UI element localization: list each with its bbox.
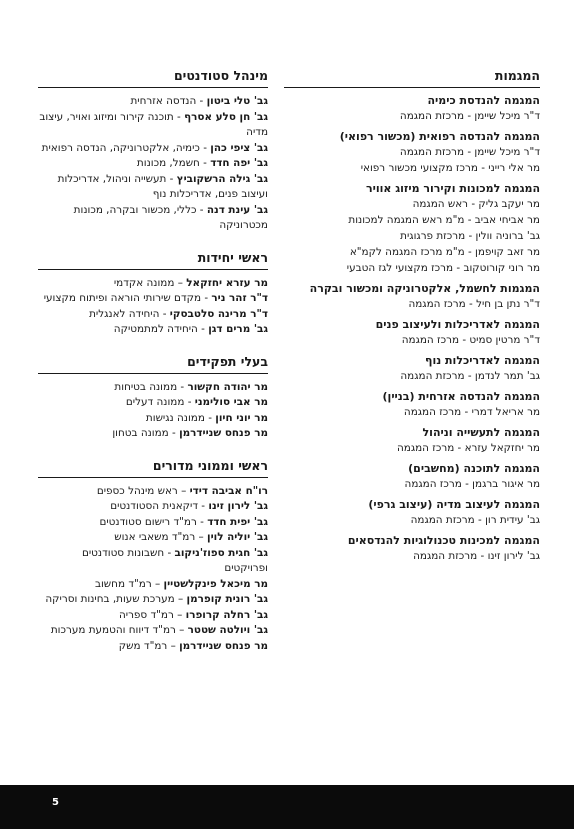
staff-name: מר עזרא יחזקאל — [186, 276, 268, 289]
staff-name: גב' ויולטה שטטר — [187, 624, 268, 636]
staff-line — [38, 395, 268, 411]
staff-line — [38, 592, 268, 608]
major-staff-line: ד"ר נתן בן חיל - מרכז המגמה — [408, 298, 540, 310]
major-staff-line: מר אביחי אביב - מ"מ ראש המגמה למכונות — [348, 214, 540, 226]
staff-role: – מערכת שעות, בחינות וסריקה — [45, 593, 187, 605]
staff-line — [38, 322, 268, 338]
staff-name: גב' רחלה קרופרו — [185, 608, 268, 621]
staff-name: גב' חן סלע אסרף — [184, 110, 268, 123]
major-title: המגמה להנדסת כימיה — [427, 94, 540, 107]
major-title: המגמה למכונות וקירור מיזוג אוויר — [365, 182, 540, 195]
majors-heading: המגמות — [284, 68, 540, 88]
staff-role: - מקדם שירותי הוראה ופיתוח מקצועי — [43, 292, 212, 304]
staff-name: גב' רונית קופרמן — [186, 593, 268, 605]
staff-role: – רמ"ד ספריה — [118, 608, 186, 621]
major-staff-line: מר זאב קויפמן - מ"מ מרכז המגמה לקמ"א — [349, 246, 540, 258]
staff-line — [38, 156, 268, 172]
staff-role: - ממונה בטחון — [112, 427, 180, 439]
major-title: המגמה לאדריכלות ולעיצוב פנים — [375, 318, 540, 331]
major-entry — [284, 390, 540, 420]
major-entry — [284, 318, 540, 348]
staff-role: - תוכנה קירור ומיזוג ואויר, עיצוב מדיה — [39, 110, 268, 138]
major-entry — [284, 182, 540, 276]
major-staff-line: גב' לירון זינו - מרכזת המגמה — [413, 550, 540, 562]
major-entry — [284, 94, 540, 124]
major-entry — [284, 426, 540, 456]
staff-role: - כימיה, אלקטרוניקה, הנדסה רפואית — [41, 141, 211, 154]
staff-role: – רמ"ד משאבי אנוש — [114, 531, 208, 543]
staff-line — [38, 608, 268, 624]
staff-name: גב' מרים דגן — [208, 323, 268, 335]
majors-list — [284, 94, 540, 564]
staff-role: – רמ"ד דיווח והטמעת מערכות — [50, 624, 188, 636]
staff-role: - ממונה בטיחות — [114, 380, 188, 393]
staff-line — [38, 307, 268, 323]
staff-role: – ראש מינהל כספים — [96, 484, 190, 497]
staff-role: - חשבונות סטודנטים ופרויקטים — [81, 546, 268, 574]
staff-name: מר פנחס שניידרמן — [179, 639, 268, 652]
major-staff-line: מר יחזקאל עזרא - מרכז המגמה — [396, 442, 540, 454]
staff-line — [38, 484, 268, 500]
staff-role: - הנדסה אזרחית — [130, 95, 207, 107]
staff-line — [38, 110, 268, 141]
major-title: המגמות לחשמל, אלקטרוניקה ומכשור ובקרה — [309, 282, 540, 295]
staff-role: - דיקאנית הסטודנטים — [110, 500, 209, 512]
staff-line — [38, 94, 268, 110]
section-heading: ראשי יחידות — [38, 250, 268, 270]
staff-line — [38, 172, 268, 203]
staff-name: גב' יוליה לוין — [207, 531, 268, 543]
major-staff-line: גב' ברוניה וולין - מרכזת פרגוגית — [400, 230, 540, 242]
staff-line — [38, 515, 268, 531]
staff-line — [38, 380, 268, 396]
staff-name: ד"ר מרינה סלטבסקי — [169, 307, 268, 320]
staff-line — [38, 291, 268, 307]
major-title: המגמה להנדסה רפואית (מכשור רפואי) — [339, 130, 540, 143]
staff-name: גב' יפית חדד — [207, 515, 268, 528]
major-staff-line: ד"ר מרטין סמיט - מרכז המגמה — [401, 334, 540, 346]
staff-section — [38, 458, 268, 655]
major-entry — [284, 534, 540, 564]
staff-role: - כללי, מכשור ובקרה, מכונות מכטרוניקה — [73, 203, 268, 231]
staff-name: מר פנחס שניידרמן — [179, 427, 268, 439]
staff-role: - היחידה לאנגלית — [89, 307, 170, 320]
major-staff-line: מר אריאל דמרי - מרכז המגמה — [403, 406, 540, 418]
major-entry — [284, 130, 540, 176]
major-title: המגמה לתעשייה וניהול — [422, 426, 540, 439]
staff-name: גב' ציפי כהן — [210, 141, 268, 154]
staff-role: - ממונה נגישות — [145, 411, 216, 424]
staff-name: גב' יפה חדד — [210, 157, 268, 169]
staff-role: - ממונה דעלים — [125, 396, 195, 408]
staff-line — [38, 546, 268, 577]
staff-line — [38, 203, 268, 234]
major-staff-line: ד"ר מיכל שיימן - מרכזת המגמה — [399, 146, 540, 158]
major-staff-line: ד"ר מיכל שיימן - מרכזת המגמה — [399, 110, 540, 122]
staff-name: גב' עינת דנה — [206, 203, 268, 216]
staff-name: רו"ח אביבה דידי — [189, 484, 268, 497]
major-entry — [284, 282, 540, 312]
staff-line — [38, 426, 268, 442]
staff-column — [38, 68, 268, 670]
staff-role: - היחידה למתמטיקה — [113, 323, 209, 335]
section-heading: ראשי וממוני מדורים — [38, 458, 268, 478]
staff-role: - רמ"ד רישום סטודנטים — [99, 515, 208, 528]
staff-role: – רמ"ד משק — [118, 639, 180, 652]
staff-section — [38, 354, 268, 442]
major-staff-line: מר יעקב גליק - ראש המגמה — [412, 198, 540, 210]
staff-name: גב' חגית ספוז'ניקוב — [174, 546, 268, 559]
staff-role: – רמ"ד מחשוב — [94, 577, 164, 590]
majors-column — [284, 68, 540, 570]
major-title: המגמה לתוכנה (מחשבים) — [408, 462, 540, 475]
staff-line — [38, 499, 268, 515]
staff-section — [38, 250, 268, 338]
major-title: המגמה להנדסה אזרחית (בניין) — [382, 390, 540, 403]
staff-name: מר יהודה חקשור — [187, 380, 268, 393]
staff-line — [38, 623, 268, 639]
page-number: 5 — [52, 797, 59, 808]
staff-name: גב' לירון זינו — [208, 500, 268, 512]
major-staff-line: מר איגור ברגמן - מרכז המגמה — [404, 478, 540, 490]
staff-name: גב' טלי ביטון — [206, 95, 268, 107]
staff-role: - תעשייה וניהול, אדריכלות ועיצוב פנים, אדריכלות נוף — [57, 172, 268, 200]
major-title: המגמה לעיצוב מדיה (עיצוב גרפי) — [368, 498, 540, 511]
staff-line — [38, 530, 268, 546]
staff-line — [38, 577, 268, 593]
page-footer — [0, 785, 574, 829]
major-entry — [284, 462, 540, 492]
staff-sections — [38, 68, 268, 654]
staff-section — [38, 68, 268, 234]
staff-name: מר מיכאל פינקלשטיין — [163, 577, 268, 590]
staff-name: מר יוני חיון — [215, 411, 268, 424]
staff-role: - חשמל, מכונות — [136, 157, 211, 169]
major-staff-line: גב' תמר לנדמן - מרכזת המגמה — [400, 370, 540, 382]
major-staff-line: מר רוני קורוטקוב - מרכז מקצועי לגז הטבעי — [346, 262, 540, 274]
major-title: המגמה למכינות טכנולוגיות להנדסאים — [347, 534, 540, 547]
section-heading: בעלי תפקידים — [38, 354, 268, 374]
staff-name: ד"ר זהר ניר — [211, 292, 268, 304]
staff-line — [38, 411, 268, 427]
staff-name: גב' גילה הרשקוביץ — [176, 172, 268, 185]
major-staff-line: מר אלי רייני - מרכז מקצועי מכשור רפואי — [360, 162, 540, 174]
staff-role: – ממונה אקדמי — [113, 276, 187, 289]
section-heading: מינהל סטודנטים — [38, 68, 268, 88]
staff-line — [38, 141, 268, 157]
major-title: המגמה לאדריכלות נוף — [425, 354, 540, 367]
staff-line — [38, 639, 268, 655]
major-staff-line: גב' עידית רון - מרכזת המגמה — [410, 514, 540, 526]
staff-name: מר אבי סולימני — [194, 396, 268, 408]
staff-line — [38, 276, 268, 292]
major-entry — [284, 354, 540, 384]
major-entry — [284, 498, 540, 528]
